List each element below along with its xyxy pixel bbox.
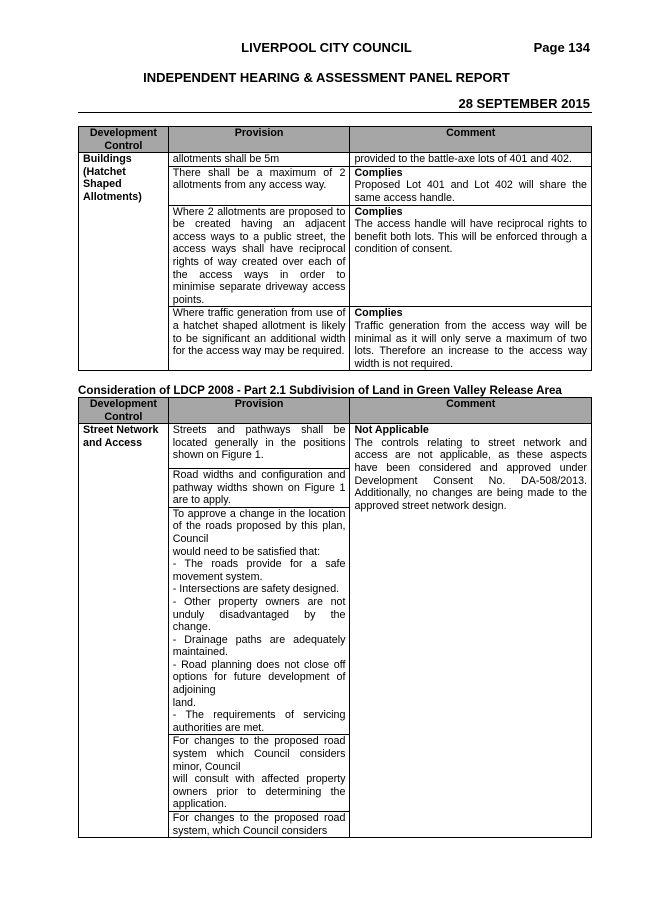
page-number: Page 134 — [533, 40, 590, 55]
provision-cell: Where traffic generation from use of a hatchet shaped allotment is likely to be significant an additional width for the access way may be required. — [168, 307, 350, 371]
provision-text: would need to be satisfied that: — [172, 545, 321, 558]
table-row — [79, 424, 592, 469]
provision-cell: For changes to the proposed road system, which Council considers — [168, 812, 350, 838]
column-header-comment: Comment — [350, 398, 592, 424]
comment-cell — [350, 166, 592, 205]
provision-text: land. — [172, 696, 196, 709]
comment-text: The controls relating to street network and access are not applicable, as these aspects have been considered and approved under Development Consent No. DA-508/2013. Additionally, no changes are being made to the approved street network design. — [354, 436, 587, 512]
column-header-provision: Provision — [168, 398, 350, 424]
provision-cell: Where 2 allotments are proposed to be created having an adjacent access ways to a public street, the access ways shall have reciprocal rights of way created over each of the access ways in order to minimise separate driveway access points. — [168, 205, 350, 307]
compliance-status: Not Applicable — [354, 424, 429, 437]
header-divider — [78, 112, 592, 113]
comment-cell — [350, 307, 592, 371]
report-title: INDEPENDENT HEARING & ASSESSMENT PANEL REPORT — [143, 70, 510, 85]
provision-text: - The requirements of servicing authorities are met. — [172, 709, 346, 734]
comment-text: Traffic generation from the access way will be minimal as it will only serve a maximum of two lots. Therefore an increase to the access way width is not required. — [354, 319, 587, 370]
comment-text: The access handle will have reciprocal rights to benefit both lots. This will be enforced through a condition of consent. — [354, 218, 587, 256]
provision-text: will consult with affected property owners prior to determining the application. — [172, 773, 346, 811]
provision-text: - Drainage paths are adequately maintained. — [172, 633, 346, 659]
hatchet-allotments-table — [78, 126, 592, 371]
provision-text: - The roads provide for a safe movement system. — [172, 558, 346, 583]
street-network-table — [78, 397, 592, 838]
provision-cell — [168, 735, 350, 812]
provision-cell: allotments shall be 5m — [168, 153, 350, 167]
provision-text: - Other property owners are not unduly disadvantaged by the change. — [172, 595, 346, 634]
provision-cell — [168, 424, 350, 469]
provision-text: - Intersections are safety designed. — [172, 583, 340, 596]
column-header-control: Development Control — [79, 127, 169, 153]
comment-cell: provided to the battle-axe lots of 401 and 402. — [350, 153, 592, 167]
comment-cell — [350, 424, 592, 838]
provision-cell: Road widths and configuration and pathway widths shown on Figure 1 are to apply. — [168, 468, 350, 507]
council-name: LIVERPOOL CITY COUNCIL — [241, 40, 412, 55]
control-name: Buildings (Hatchet Shaped Allotments) — [79, 153, 169, 371]
provision-text: For changes to the proposed road system which Council considers minor, Council — [172, 735, 346, 773]
compliance-status: Complies — [354, 307, 403, 320]
provision-cell: There shall be a maximum of 2 allotments from any access way. — [168, 166, 350, 205]
provision-text: To approve a change in the location of the roads proposed by this plan, Council — [172, 507, 346, 545]
compliance-status: Complies — [354, 205, 403, 218]
provision-text: Streets and pathways shall be located generally in the positions shown on Figure 1. — [172, 424, 346, 462]
column-header-provision: Provision — [168, 127, 350, 153]
table-header-row — [79, 398, 592, 424]
comment-text: Proposed Lot 401 and Lot 402 will share the same access handle. — [354, 179, 587, 204]
report-date: 28 SEPTEMBER 2015 — [458, 96, 590, 111]
comment-cell — [350, 205, 592, 307]
table-header-row — [79, 127, 592, 153]
column-header-comment: Comment — [350, 127, 592, 153]
column-header-control: Development Control — [79, 398, 169, 424]
table-row — [79, 153, 592, 167]
section-title: Consideration of LDCP 2008 - Part 2.1 Subdivision of Land in Green Valley Release Area — [78, 384, 562, 397]
provision-cell — [168, 507, 350, 735]
control-name: Street Network and Access — [79, 424, 169, 838]
compliance-status: Complies — [354, 166, 403, 179]
provision-text: - Road planning does not close off options for future development of adjoining — [172, 658, 346, 697]
